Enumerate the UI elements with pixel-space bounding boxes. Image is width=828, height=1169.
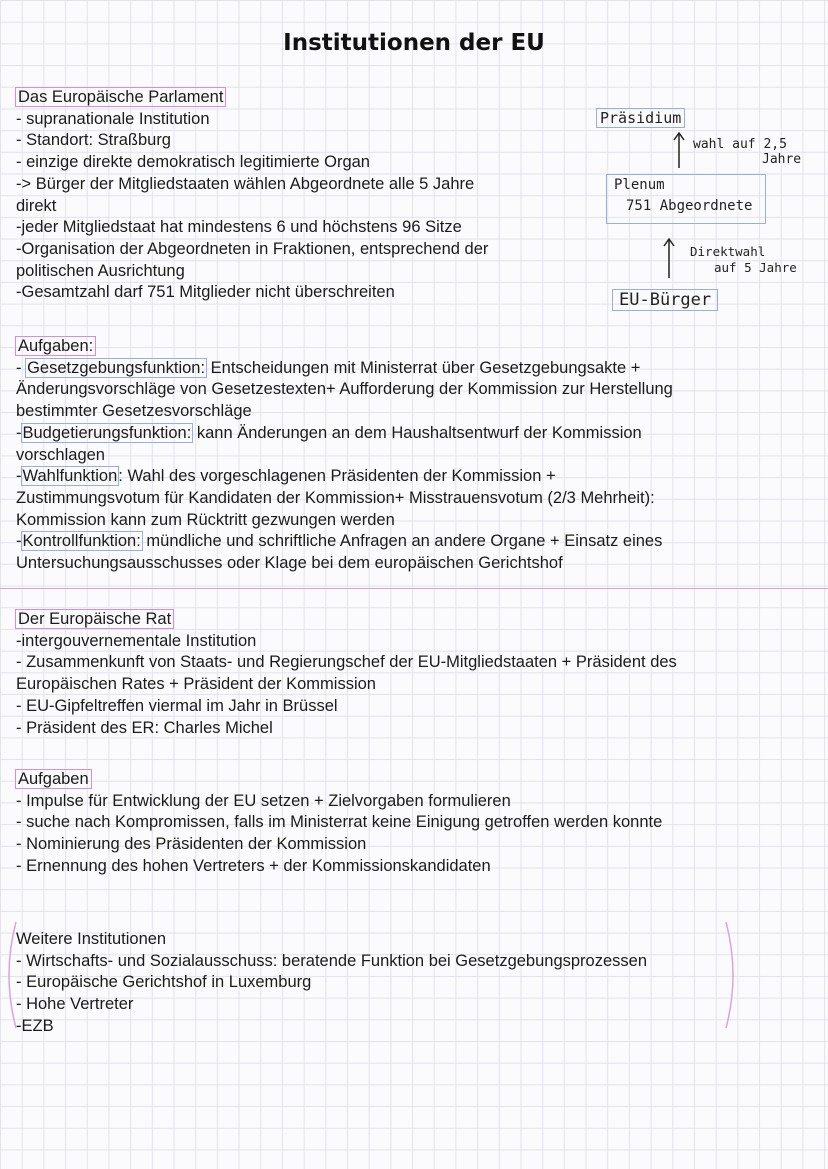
parlament-aufgaben-section (16, 336, 673, 575)
wahl-label: Jahre (762, 152, 802, 167)
weitere-section (16, 929, 647, 1038)
gesetzgebungsfunktion-term: Gesetzgebungsfunktion: (27, 358, 206, 377)
plenum-label: Plenum (614, 177, 665, 193)
task-text: : Wahl des vorgeschlagenen Präsidenten der Kommission + (118, 467, 556, 486)
parlament-line: -Organisation der Abgeordneten in Fraktionen, entsprechend der (16, 239, 489, 258)
arrow-up-icon (662, 236, 676, 280)
task-prefix: - (16, 423, 22, 442)
parlament-line: -jeder Mitgliedstaat hat mindestens 6 und höchstens 96 Sitze (16, 218, 462, 237)
plenum-label: 751 Abgeordnete (626, 198, 753, 214)
task-text: mündliche und schriftliche Anfragen an andere Organe + Einsatz eines (141, 532, 663, 551)
wahlfunktion-term: Wahlfunktion (22, 467, 118, 486)
rat-task-line: - Nominierung des Präsidenten der Kommission (16, 835, 367, 854)
parlament-line: - Standort: Straßburg (16, 131, 171, 150)
weitere-line: - Wirtschafts- und Sozialausschuss: beratende Funktion bei Gesetzgebungsprozessen (16, 951, 648, 970)
rat-line: - EU-Gipfeltreffen viermal im Jahr in Brüssel (16, 696, 338, 715)
direktwahl-label: auf 5 Jahre (714, 260, 797, 275)
task-prefix: - (16, 358, 27, 377)
weitere-line: - Hohe Vertreter (16, 995, 134, 1014)
section-divider (0, 588, 828, 589)
rat-task-line: - Ernennung des hohen Vertreters + der Kommissionskandidaten (16, 856, 491, 875)
praesidium-box: Präsidium (596, 108, 685, 128)
rat-line: -intergouvernementale Institution (16, 631, 257, 650)
rat-heading: Der Europäische Rat (18, 610, 172, 628)
task-line (16, 358, 673, 380)
parlament-line: -> Bürger der Mitgliedstaaten wählen Abgeordnete alle 5 Jahre (16, 174, 475, 193)
parlament-line: direkt (16, 196, 57, 215)
parlament-line: - einzige direkte demokratisch legitimierte Organ (16, 153, 370, 172)
task-line (16, 423, 673, 445)
weitere-heading: Weitere Institutionen (16, 930, 167, 948)
task-line: bestimmter Gesetzesvorschläge (16, 402, 252, 421)
task-line (16, 531, 673, 553)
weitere-line: - Europäische Gerichtshof in Luxemburg (16, 973, 312, 992)
page-title: Institutionen der EU (283, 30, 545, 56)
task-line: Kommission kann zum Rücktritt gezwungen werden (16, 510, 395, 529)
weitere-line: -EZB (16, 1016, 54, 1035)
wahl-label: wahl auf 2,5 (693, 137, 787, 152)
parlament-heading: Das Europäische Parlament (18, 88, 224, 106)
rat-line: Europäischen Rates + Präsident der Kommission (16, 675, 376, 694)
aufgaben-heading: Aufgaben (18, 770, 89, 788)
rat-section (16, 609, 677, 739)
task-text: Entscheidungen mit Ministerrat über Gesetzgebungsakte + (206, 358, 641, 377)
parlament-section (16, 87, 488, 304)
task-line: Änderungsvorschläge von Gesetzestexten+ Aufforderung der Kommission zur Herstellung (16, 380, 673, 399)
parlament-line: -Gesamtzahl darf 751 Mitglieder nicht überschreiten (16, 283, 395, 302)
parlament-line: politischen Ausrichtung (16, 261, 185, 280)
task-line: vorschlagen (16, 445, 105, 464)
direktwahl-label: Direktwahl (690, 244, 766, 259)
aufgaben-heading: Aufgaben: (18, 337, 94, 355)
task-text: kann Änderungen an dem Haushaltsentwurf der Kommission (192, 423, 642, 442)
task-line: Zustimmungsvotum für Kandidaten der Kommission+ Misstrauensvotum (2/3 Mehrheit): (16, 488, 655, 507)
task-prefix: - (16, 532, 22, 551)
rat-task-line: - suche nach Kompromissen, falls im Ministerrat keine Einigung getroffen werden konnte (16, 813, 663, 832)
task-prefix: - (16, 467, 22, 486)
arrow-up-icon (672, 130, 686, 170)
right-bracket (724, 920, 738, 1030)
rat-aufgaben-section (16, 769, 662, 878)
task-line (16, 466, 673, 488)
kontrollfunktion-term: Kontrollfunktion: (22, 532, 141, 551)
rat-line: - Zusammenkunft von Staats- und Regierungschef der EU-Mitgliedstaaten + Präsident des (16, 653, 677, 672)
budgetierungsfunktion-term: Budgetierungsfunktion: (22, 423, 192, 442)
task-line: Untersuchungsausschusses oder Klage bei dem europäischen Gerichtshof (16, 554, 563, 573)
rat-task-line: - Impulse für Entwicklung der EU setzen + Zielvorgaben formulieren (16, 791, 511, 810)
parlament-line: - supranationale Institution (16, 109, 210, 128)
buerger-box: EU-Bürger (612, 289, 718, 311)
rat-line: - Präsident des ER: Charles Michel (16, 718, 273, 737)
